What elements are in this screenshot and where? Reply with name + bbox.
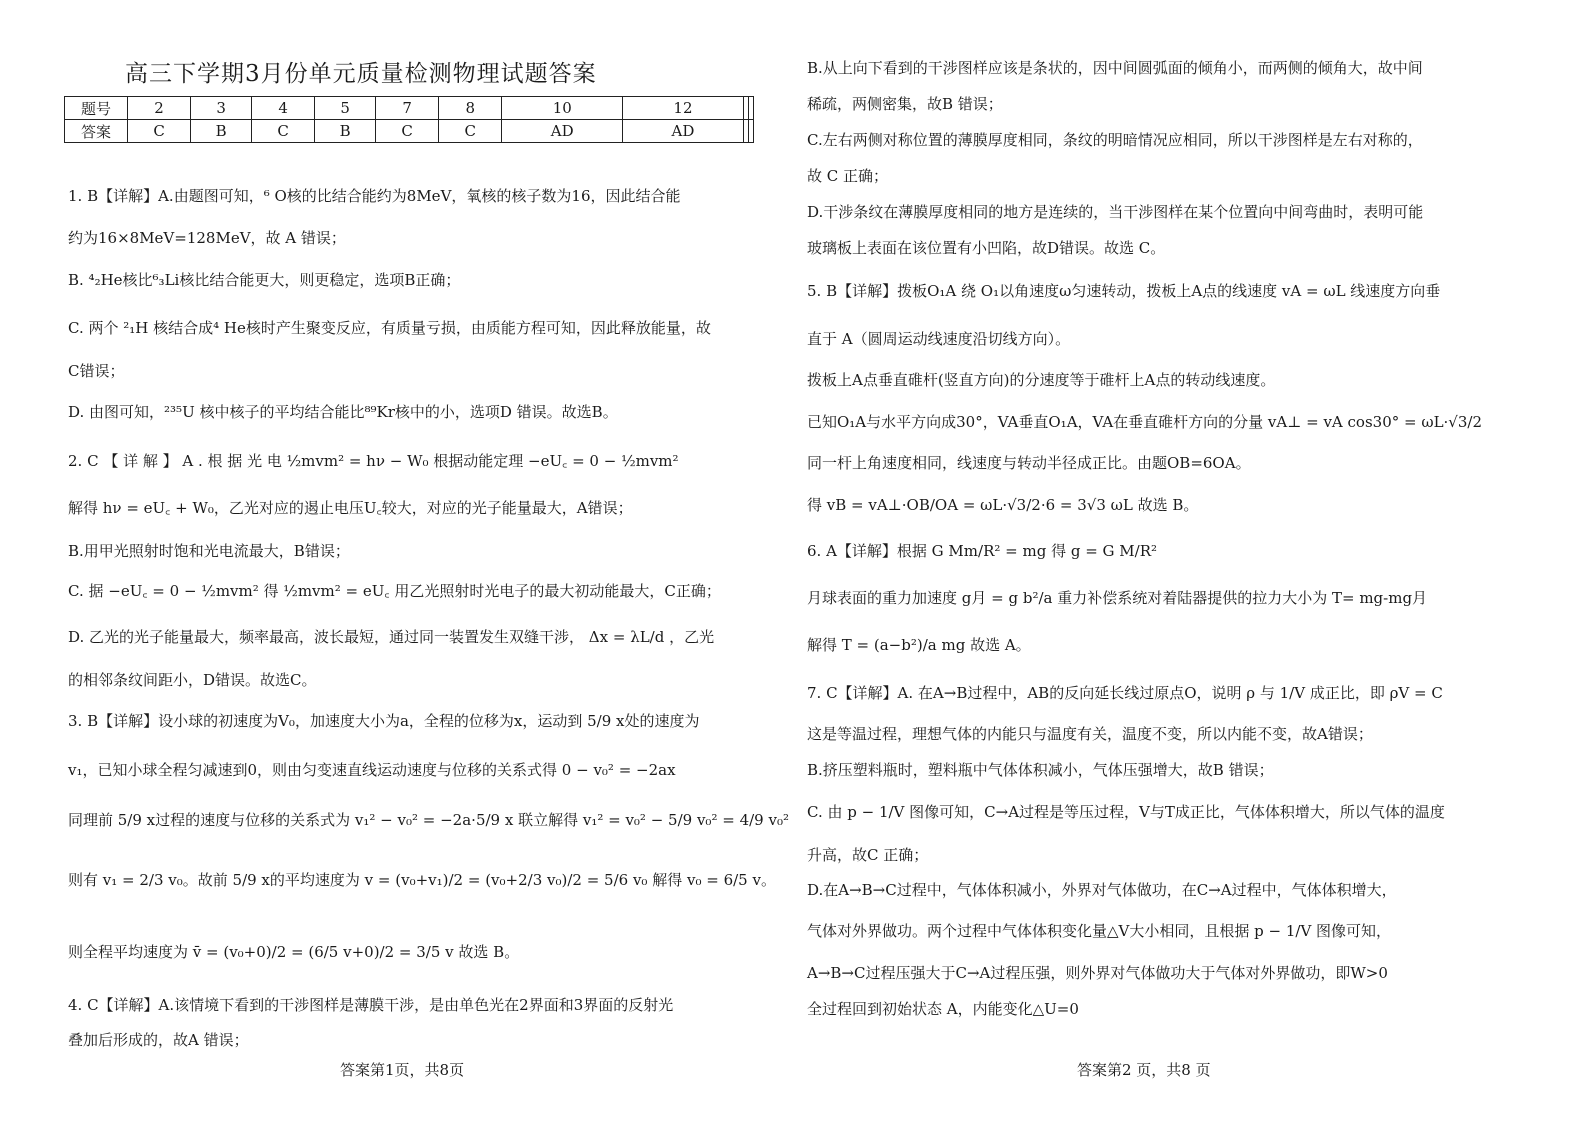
text-line: C.左右两侧对称位置的薄膜厚度相同，条纹的明暗情况应相同，所以干涉图样是左右对称的， — [807, 131, 1423, 149]
text-line: 则全程平均速度为 v̄ = (v₀+0)/2 = (6/5 v+0)/2 = 3/5 v 故选 B。 — [68, 943, 520, 961]
text-line: 这是等温过程，理想气体的内能只与温度有关，温度不变，所以内能不变，故A错误； — [807, 725, 1373, 743]
table-cell: C — [376, 120, 439, 143]
text-line: B.用甲光照射时饱和光电流最大，B错误； — [68, 542, 350, 560]
text-line: 叠加后形成的，故A 错误； — [68, 1031, 249, 1049]
text-line: 直于 A（圆周运动线速度沿切线方向）。 — [807, 330, 1071, 348]
table-cell: AD — [623, 120, 744, 143]
table-cell — [748, 120, 753, 143]
answer-row — [65, 120, 754, 143]
page-footer: 答案第2 页，共8 页 — [1077, 1061, 1211, 1079]
text-line: 拨板上A点垂直碓杆(竖直方向)的分速度等于碓杆上A点的转动线速度。 — [807, 371, 1276, 389]
table-cell: 8 — [439, 97, 502, 120]
page-footer: 答案第1页，共8页 — [340, 1061, 465, 1079]
question-number-row — [65, 97, 754, 120]
table-cell: 7 — [376, 97, 439, 120]
text-line: 故 C 正确； — [807, 167, 889, 185]
text-line: 稀疏，两侧密集，故B 错误； — [807, 95, 1003, 113]
answer-table — [64, 96, 754, 143]
text-line: 5. B【详解】拨板O₁A 绕 O₁以角速度ω匀速转动，拨板上A点的线速度 vA = ωL 线速度方向垂 — [807, 282, 1441, 300]
text-line: 得 vB = vA⊥·OB/OA = ωL·√3/2·6 = 3√3 ωL 故选 B。 — [807, 496, 1199, 514]
page-title: 高三下学期3月份单元质量检测物理试题答案 — [125, 61, 597, 87]
text-line: v₁，已知小球全程匀减速到0，则由匀变速直线运动速度与位移的关系式得 0 − v₀² = −2ax — [68, 761, 676, 779]
text-line: 2. C 【 详 解 】 A . 根 据 光 电 ½mvm² = hν − W₀ 根据动能定理 −eU꜀ = 0 − ½mvm² — [68, 452, 679, 470]
text-line: 约为16×8MeV=128MeV，故 A 错误； — [68, 229, 346, 247]
text-line: 则有 v₁ = 2/3 v₀。故前 5/9 x的平均速度为 v = (v₀+v₁)/2 = (v₀+2/3 v₀)/2 = 5/6 v₀ 解得 v₀ = 6/5 v。 — [68, 871, 776, 889]
text-line: 4. C【详解】A.该情境下看到的干涉图样是薄膜干涉，是由单色光在2界面和3界面的反射光 — [68, 996, 674, 1014]
table-cell: 12 — [623, 97, 744, 120]
table-cell: 答案 — [65, 120, 128, 143]
text-line: 1. B【详解】A.由题图可知，⁶ O核的比结合能约为8MeV，氧核的核子数为16，因此结合能 — [68, 187, 681, 205]
table-cell: 5 — [315, 97, 376, 120]
text-line: D. 由图可知，²³⁵U 核中核子的平均结合能比⁸⁹Kr核中的小，选项D 错误。故选B。 — [68, 403, 618, 421]
text-line: C. 据 −eU꜀ = 0 − ½mvm² 得 ½mvm² = eU꜀ 用乙光照射时光电子的最大初动能最大，C正确； — [68, 582, 721, 600]
text-line: 升高，故C 正确； — [807, 846, 929, 864]
text-line: 已知O₁A与水平方向成30°，VA垂直O₁A，VA在垂直碓杆方向的分量 vA⊥ = vA cos30° = ωL·√3/2 — [807, 413, 1483, 431]
table-cell: B — [191, 120, 252, 143]
table-cell — [748, 97, 753, 120]
answer-page-2 — [795, 0, 1590, 1123]
text-line: 全过程回到初始状态 A，内能变化△U=0 — [807, 1000, 1079, 1018]
text-line: B.从上向下看到的干涉图样应该是条状的，因中间圆弧面的倾角小，而两侧的倾角大，故中间 — [807, 59, 1423, 77]
text-line: C错误； — [68, 362, 125, 380]
text-line: 同理前 5/9 x过程的速度与位移的关系式为 v₁² − v₀² = −2a·5/9 x 联立解得 v₁² = v₀² − 5/9 v₀² = 4/9 v₀² — [68, 811, 789, 829]
text-line: 解得 T = (a−b²)/a mg 故选 A。 — [807, 636, 1031, 654]
text-line: 6. A【详解】根据 G Mm/R² = mg 得 g = G M/R² — [807, 542, 1158, 560]
table-cell: 2 — [128, 97, 191, 120]
text-line: 同一杆上角速度相同，线速度与转动半径成正比。由题OB=6OA。 — [807, 454, 1251, 472]
text-line: B. ⁴₂He核比⁶₃Li核比结合能更大，则更稳定，选项B正确； — [68, 271, 461, 289]
table-cell: 题号 — [65, 97, 128, 120]
text-line: 月球表面的重力加速度 g月 = g b²/a 重力补偿系统对着陆器提供的拉力大小为 T= mg-mg月 — [807, 589, 1428, 607]
table-cell: C — [128, 120, 191, 143]
table-cell: 3 — [191, 97, 252, 120]
text-line: 气体对外界做功。两个过程中气体体积变化量△V大小相同，且根据 p − 1/V 图像可知， — [807, 922, 1392, 940]
text-line: 解得 hν = eU꜀ + W₀，乙光对应的遏止电压U꜀较大，对应的光子能量最大，A错误； — [68, 499, 633, 517]
table-cell: 4 — [252, 97, 315, 120]
text-line: D.在A→B→C过程中，气体体积减小，外界对气体做功，在C→A过程中，气体体积增大， — [807, 881, 1397, 899]
table-cell: B — [315, 120, 376, 143]
text-line: C. 由 p − 1/V 图像可知，C→A过程是等压过程，V与T成正比，气体体积增大，所以气体的温度 — [807, 803, 1445, 821]
text-line: 玻璃板上表面在该位置有小凹陷，故D错误。故选 C。 — [807, 239, 1166, 257]
text-line: C. 两个 ²₁H 核结合成⁴ He核时产生聚变反应，有质量亏损，由质能方程可知，因此释放能量，故 — [68, 319, 711, 337]
table-cell: C — [252, 120, 315, 143]
table-cell: 10 — [502, 97, 623, 120]
text-line: A→B→C过程压强大于C→A过程压强，则外界对气体做功大于气体对外界做功，即W>0 — [807, 964, 1388, 982]
text-line: 7. C【详解】A. 在A→B过程中，AB的反向延长线过原点O，说明 ρ 与 1/V 成正比，即 ρV = C — [807, 684, 1443, 702]
text-line: D. 乙光的光子能量最大，频率最高，波长最短，通过同一装置发生双缝干涉， Δx = λL/d ，乙光 — [68, 628, 715, 646]
text-line: B.挤压塑料瓶时，塑料瓶中气体体积减小，气体压强增大，故B 错误； — [807, 761, 1274, 779]
table-cell: AD — [502, 120, 623, 143]
table-cell: C — [439, 120, 502, 143]
text-line: D.干涉条纹在薄膜厚度相同的地方是连续的，当干涉图样在某个位置向中间弯曲时，表明可能 — [807, 203, 1424, 221]
text-line: 的相邻条纹间距小，D错误。故选C。 — [68, 671, 317, 689]
text-line: 3. B【详解】设小球的初速度为V₀，加速度大小为a，全程的位移为x，运动到 5/9 x处的速度为 — [68, 712, 700, 730]
